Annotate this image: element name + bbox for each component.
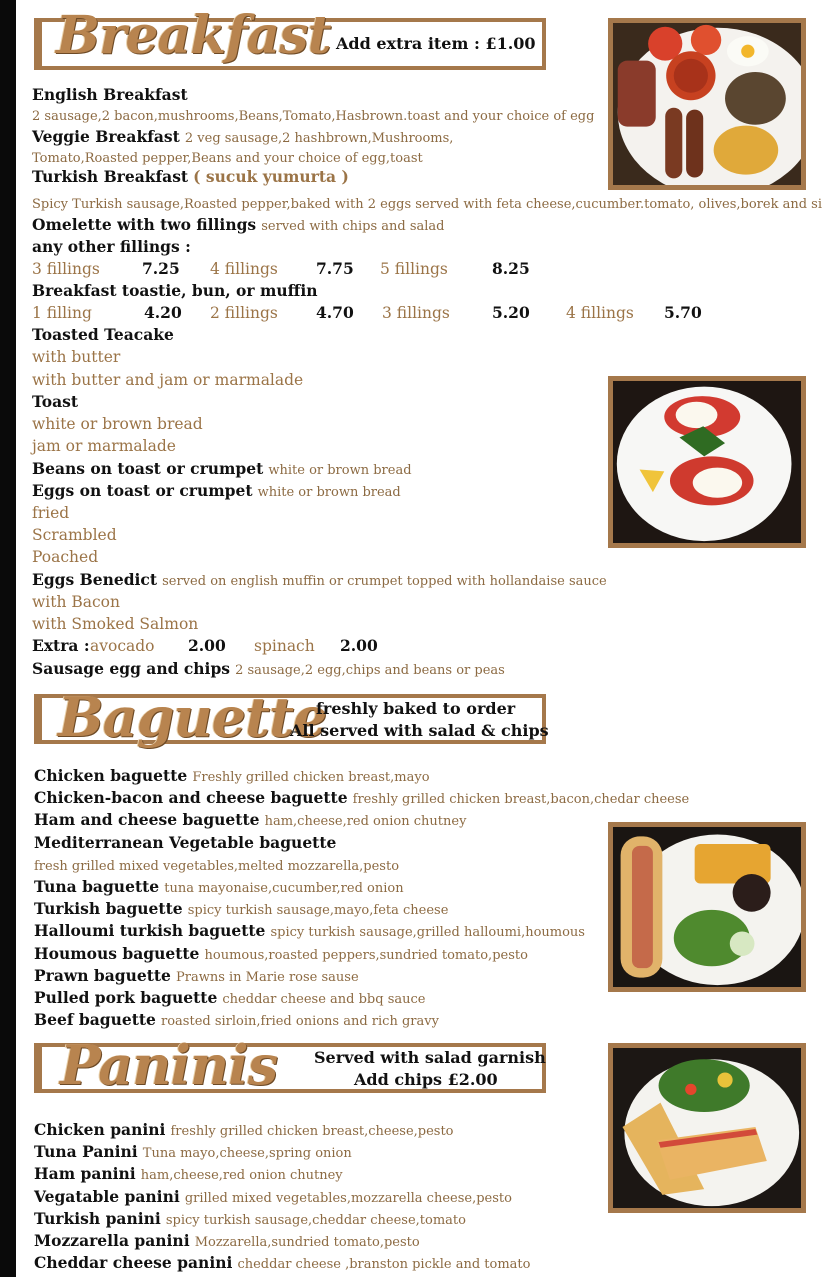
menu-item: [34, 1208, 466, 1232]
item-desc: ham,cheese,red onion chutney: [140, 1168, 343, 1184]
item-name: Veggie Breakfast: [32, 127, 180, 146]
option-label: 4 fillings: [566, 304, 634, 322]
menu-item-eggs-benedict: [32, 569, 607, 593]
menu-item-toast: [32, 391, 78, 413]
item-name: Ham panini: [34, 1164, 136, 1184]
item-desc: tuna mayonaise,cucumber,red onion: [164, 881, 404, 896]
option-text: with Smoked Salmon: [32, 615, 199, 633]
item-name: Beans on toast or crumpet: [32, 459, 264, 478]
extra-price: 2.00: [340, 636, 378, 655]
item-name: any other fillings :: [32, 237, 191, 256]
menu-item: [34, 854, 399, 878]
paninis-note-line2: Add chips £2.00: [354, 1070, 498, 1089]
item-name: Toasted Teacake: [32, 325, 174, 344]
other-fillings-label: [32, 236, 191, 258]
item-desc: white or brown bread: [257, 485, 401, 500]
toastie-fillings-prices: [32, 302, 732, 324]
extras-row: [32, 635, 412, 657]
item-name: Eggs on toast or crumpet: [32, 481, 253, 500]
item-description: [32, 104, 594, 128]
item-desc: served on english muffin or crumpet topped with hollandaise sauce: [162, 574, 607, 589]
baguette-photo: [608, 822, 806, 992]
item-desc: served with chips and salad: [261, 219, 445, 234]
option-price: 8.25: [492, 259, 530, 278]
breakfast-photo: [608, 18, 806, 190]
item-desc: roasted sirloin,fried onions and rich gravy: [161, 1014, 439, 1030]
item-name: Ham and cheese baguette: [34, 810, 260, 830]
item-name: English Breakfast: [32, 85, 188, 104]
extra-price: 2.00: [188, 636, 226, 655]
menu-item-beans-on-toast: [32, 458, 412, 482]
item-desc: spicy turkish sausage,cheddar cheese,tomato: [165, 1212, 466, 1228]
item-name: Mediterranean Vegetable baguette: [34, 832, 337, 852]
option-text: jam or marmalade: [32, 437, 176, 455]
item-desc: cheddar cheese and bbq sauce: [222, 992, 426, 1007]
extra-option: spinach: [254, 637, 315, 655]
option-price: 5.70: [664, 303, 702, 322]
menu-item-sausage-egg-chips: [32, 658, 505, 682]
extra-option: avocado: [90, 637, 155, 655]
omelette-fillings-prices: [32, 258, 592, 280]
item-name: Turkish Breakfast: [32, 167, 189, 186]
menu-item-turkish-breakfast: [32, 166, 349, 188]
option-line: [32, 435, 176, 457]
item-name: Toast: [32, 392, 79, 411]
breakfast-title: Breakfast: [56, 5, 331, 66]
menu-item: [34, 898, 448, 922]
paninis-note-line1: Served with salad garnish: [314, 1048, 546, 1067]
option-line: [32, 369, 303, 391]
item-desc: spicy turkish sausage,grilled halloumi,houmous: [270, 925, 585, 941]
menu-item-omelette: [32, 214, 445, 238]
option-price: 7.75: [316, 259, 354, 278]
item-desc: houmous,roasted peppers,sundried tomato,pesto: [204, 947, 528, 963]
menu-item-english-breakfast: [32, 84, 188, 106]
item-name: Vegatable panini: [34, 1186, 180, 1206]
menu-item: [34, 1009, 439, 1033]
menu-item: [34, 920, 585, 944]
option-line: [32, 524, 117, 546]
item-name: Tuna Panini: [34, 1142, 138, 1162]
item-name: Chicken-bacon and cheese baguette: [34, 788, 348, 808]
item-name: Prawn baguette: [34, 965, 171, 985]
option-price: 5.20: [492, 303, 530, 322]
option-text: fried: [32, 504, 70, 522]
menu-item: [34, 809, 466, 833]
item-name: Turkish baguette: [34, 899, 183, 919]
option-text: Scrambled: [32, 526, 117, 544]
item-name: Chicken panini: [34, 1120, 166, 1139]
menu-item: [34, 943, 528, 967]
option-label: 2 fillings: [210, 304, 278, 322]
paninis-title: Paninis: [60, 1033, 278, 1097]
option-line: [32, 613, 198, 635]
option-label: 5 fillings: [380, 260, 448, 278]
menu-item: [34, 1186, 512, 1210]
menu-item: [34, 787, 689, 811]
item-name: Mozzarella panini: [34, 1231, 190, 1250]
option-text: with butter: [32, 348, 121, 366]
item-name: Beef baguette: [34, 1010, 156, 1030]
item-name: Omelette with two fillings: [32, 215, 257, 234]
item-desc: Mozzarella,sundried tomato,pesto: [194, 1235, 420, 1250]
item-desc: Spicy Turkish sausage,Roasted pepper,baked with 2 eggs served with feta cheese,cucumber.tomato, olives,borek and si: [32, 197, 823, 212]
menu-item: [34, 1163, 343, 1187]
item-desc: Tuna mayo,cheese,spring onion: [142, 1146, 352, 1162]
item-name: Halloumi turkish baguette: [34, 921, 266, 941]
option-text: Poached: [32, 548, 99, 566]
menu-item: [34, 965, 359, 989]
item-desc: cheddar cheese ,branston pickle and tomato: [237, 1257, 531, 1273]
item-name: Pulled pork baguette: [34, 988, 218, 1007]
breakfast-extra-note: Add extra item : £1.00: [336, 34, 536, 53]
item-name: Sausage egg and chips: [32, 659, 231, 678]
menu-item-eggs-on-toast: [32, 480, 401, 504]
menu-item: [34, 1252, 530, 1276]
option-line: [32, 413, 203, 435]
menu-item: [34, 832, 336, 856]
item-name: Breakfast toastie, bun, or muffin: [32, 281, 318, 300]
option-text: with butter and jam or marmalade: [32, 371, 304, 389]
option-label: 4 fillings: [210, 260, 278, 278]
baguette-note-line1: freshly baked to order: [316, 699, 516, 718]
item-desc: grilled mixed vegetables,mozzarella cheese,pesto: [184, 1190, 512, 1206]
menu-item: [34, 765, 430, 789]
panini-photo: [608, 1043, 806, 1213]
menu-item-toasted-teacake: [32, 324, 174, 346]
item-name: Chicken baguette: [34, 766, 188, 785]
menu-item: [34, 1119, 454, 1143]
baguette-note-line2: All served with salad & chips: [290, 721, 549, 740]
menu-item: [34, 876, 404, 900]
item-desc: freshly grilled chicken breast,bacon,chedar cheese: [352, 792, 690, 808]
item-name: Turkish panini: [34, 1208, 161, 1228]
menu-item: [34, 987, 425, 1011]
option-line: [32, 346, 120, 368]
item-desc: freshly grilled chicken breast,cheese,pesto: [170, 1124, 454, 1139]
eggs-benedict-photo: [608, 376, 806, 548]
option-label: 3 fillings: [32, 260, 100, 278]
option-line: [32, 502, 69, 524]
item-desc: ham,cheese,red onion chutney: [264, 814, 467, 830]
item-desc: 2 veg sausage,2 hashbrown,Mushrooms,: [184, 131, 454, 146]
baguette-title: Baguette: [58, 685, 327, 749]
extra-label: Extra :: [32, 636, 90, 655]
option-price: 4.70: [316, 303, 354, 322]
item-name: Tuna baguette: [34, 877, 160, 896]
item-desc: fresh grilled mixed vegetables,melted mozzarella,pesto: [34, 858, 400, 874]
item-desc: 2 sausage,2 egg,chips and beans or peas: [235, 663, 505, 678]
option-label: 3 fillings: [382, 304, 450, 322]
item-desc: 2 sausage,2 bacon,mushrooms,Beans,Tomato,Hasbrown.toast and your choice of egg: [32, 109, 595, 124]
item-subtitle: ( sucuk yumurta ): [193, 167, 349, 186]
option-label: 1 filling: [32, 304, 92, 322]
option-text: white or brown bread: [32, 415, 203, 433]
item-desc: white or brown bread: [268, 463, 412, 478]
option-line: [32, 591, 120, 613]
item-desc: Freshly grilled chicken breast,mayo: [192, 770, 430, 785]
item-desc: spicy turkish sausage,mayo,feta cheese: [187, 903, 449, 919]
menu-item: [34, 1230, 420, 1254]
option-price: 7.25: [142, 259, 180, 278]
item-description: [32, 192, 828, 216]
option-line: [32, 546, 98, 568]
item-name: Houmous baguette: [34, 943, 200, 963]
menu-item: [34, 1141, 352, 1165]
option-text: with Bacon: [32, 593, 120, 611]
option-price: 4.20: [144, 303, 182, 322]
page-left-edge: [0, 0, 16, 1277]
item-desc: Prawns in Marie rose sause: [176, 969, 359, 985]
item-name: Cheddar cheese panini: [34, 1253, 233, 1273]
item-desc: Tomato,Roasted pepper,Beans and your choice of egg,toast: [32, 151, 423, 166]
menu-item-breakfast-toastie: [32, 280, 318, 302]
item-name: Eggs Benedict: [32, 570, 158, 589]
